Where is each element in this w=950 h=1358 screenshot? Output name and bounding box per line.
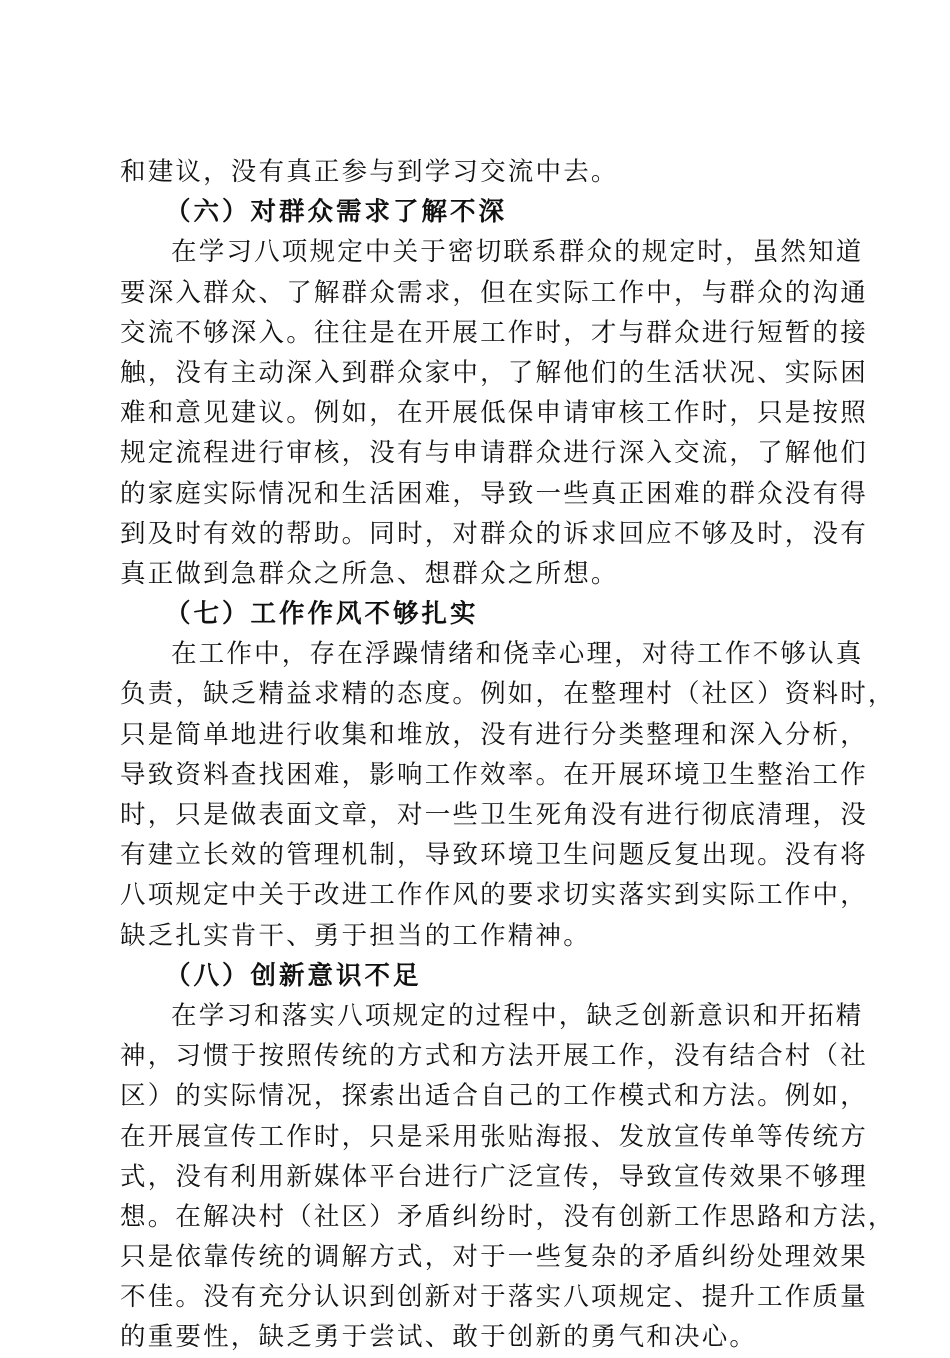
paragraph-group-needs [120, 232, 868, 594]
paragraph-line: 有建立长效的管理机制，导致环境卫生问题反复出现。没有将 [120, 840, 868, 871]
paragraph-group-work-style [120, 634, 896, 956]
paragraph-line: 区）的实际情况，探索出适合自己的工作模式和方法。例如， [120, 1081, 868, 1112]
paragraph-line: 难和意见建议。例如，在开展低保申请审核工作时，只是按照 [120, 398, 868, 429]
section-heading-six: （六）对群众需求了解不深 [165, 197, 508, 228]
paragraph-line: 时，只是做表面文章，对一些卫生死角没有进行彻底清理，没 [120, 800, 868, 830]
paragraph-line: 在学习和落实八项规定的过程中，缺乏创新意识和开拓精 [171, 1000, 864, 1031]
paragraph-line: 只是简单地进行收集和堆放，没有进行分类整理和深入分析， [120, 719, 868, 750]
paragraph-line: 真正做到急群众之所急、想群众之所想。 [120, 558, 619, 589]
paragraph-line: 到及时有效的帮助。同时，对群众的诉求回应不够及时，没有 [120, 518, 868, 549]
paragraph-line: 在学习八项规定中关于密切联系群众的规定时，虽然知道 [171, 237, 864, 268]
paragraph-line: 交流不够深入。往往是在开展工作时，才与群众进行短暂的接 [120, 317, 868, 348]
paragraph-line: 的重要性，缺乏勇于尝试、敢于创新的勇气和决心。 [120, 1322, 758, 1353]
paragraph-line: 导致资料查找困难，影响工作效率。在开展环境卫生整治工作 [120, 759, 868, 790]
document-body [120, 152, 896, 1358]
paragraph-line: 不佳。没有充分认识到创新对于落实八项规定、提升工作质量 [120, 1282, 868, 1313]
paragraph-line: 的家庭实际情况和生活困难，导致一些真正困难的群众没有得 [120, 478, 868, 509]
paragraph-line: 想。在解决村（社区）矛盾纠纷时，没有创新工作思路和方法， [120, 1201, 896, 1232]
paragraph-line: 在开展宣传工作时，只是采用张贴海报、发放宣传单等传统方 [120, 1121, 868, 1152]
paragraph-line: 神，习惯于按照传统的方式和方法开展工作，没有结合村（社 [120, 1041, 868, 1072]
paragraph-group-innovation [120, 996, 896, 1358]
paragraph-line: 缺乏扎实肯干、勇于担当的工作精神。 [120, 920, 591, 951]
paragraph-line: 只是依靠传统的调解方式，对于一些复杂的矛盾纠纷处理效果 [120, 1242, 868, 1273]
paragraph-line: 负责，缺乏精益求精的态度。例如，在整理村（社区）资料时， [120, 679, 896, 710]
paragraph-line: 八项规定中关于改进工作作风的要求切实落实到实际工作中， [120, 880, 868, 911]
paragraph-line: 要深入群众、了解群众需求，但在实际工作中，与群众的沟通 [120, 277, 868, 308]
paragraph-line: 规定流程进行审核，没有与申请群众进行深入交流，了解他们 [120, 438, 868, 469]
section-heading-seven: （七）工作作风不够扎实 [165, 599, 479, 630]
paragraph-line: 触，没有主动深入到群众家中，了解他们的生活状况、实际困 [120, 357, 868, 388]
section-heading-eight: （八）创新意识不足 [165, 960, 422, 991]
paragraph-line: 式，没有利用新媒体平台进行广泛宣传，导致宣传效果不够理 [120, 1161, 868, 1192]
paragraph-line: 和建议，没有真正参与到学习交流中去。 [120, 157, 619, 187]
paragraph-line: 在工作中，存在浮躁情绪和侥幸心理，对待工作不够认真 [171, 639, 864, 670]
